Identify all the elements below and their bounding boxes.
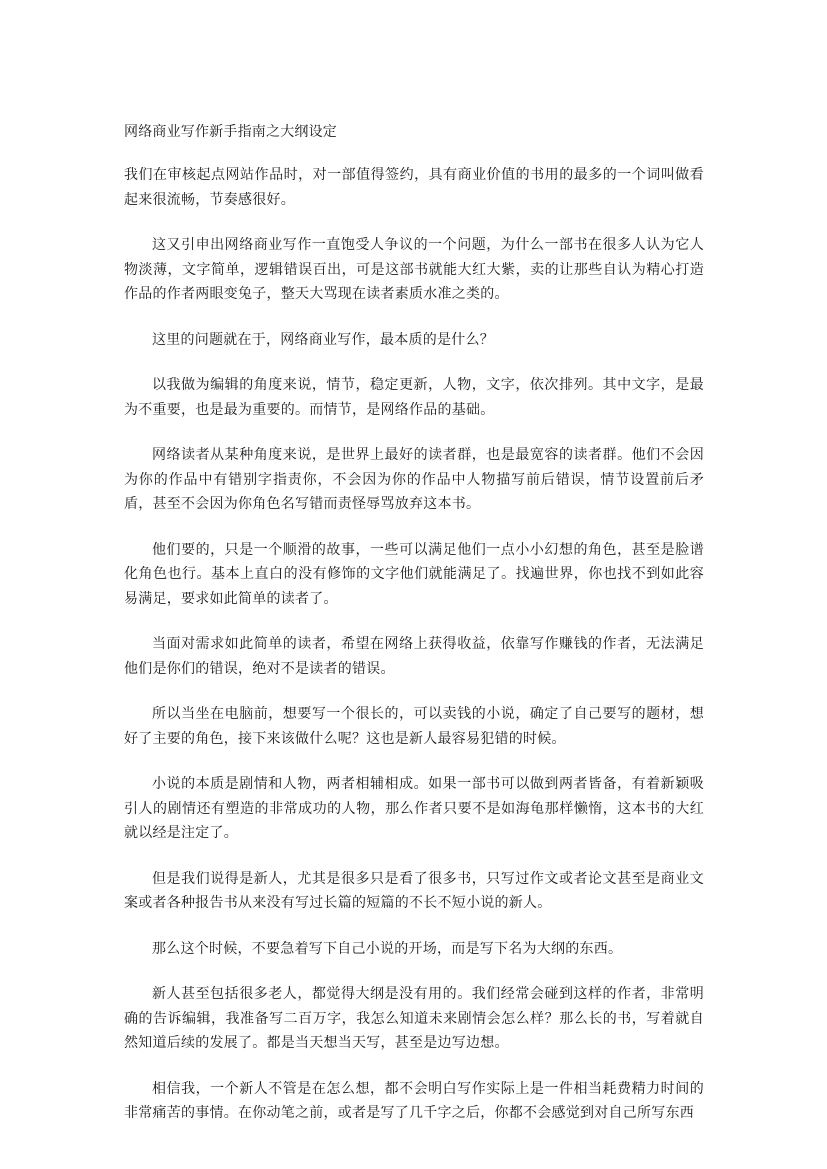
paragraph-3: 这里的问题就在于，网络商业写作，最本质的是什么？	[152, 331, 494, 348]
paragraph-5: 网络读者从某种角度来说，是世界上最好的读者群，也是最宽容的读者群。他们不会因为你的作品中有错别字指责你，不会因为你的作品中人物描写前后错误，情节设置前后矛盾，甚至不会因为你角色名写错而责怪辱骂放弃这本书。	[124, 447, 704, 512]
document-title: 网络商业写作新手指南之大纲设定	[124, 124, 337, 140]
paragraph-8: 所以当坐在电脑前，想要写一个很长的，可以卖钱的小说，确定了自己要写的题材，想好了主要的角色，接下来该做什么呢？这也是新人最容易犯错的时候。	[124, 706, 704, 747]
document-body	[124, 163, 704, 1126]
paragraph-2: 这又引申出网络商业写作一直饱受人争议的一个问题，为什么一部书在很多人认为它人物淡薄，文字简单，逻辑错误百出，可是这部书就能大红大紫，卖的让那些自认为精心打造作品的作者两眼变兔子，整天大骂现在读者素质水准之类的。	[124, 237, 704, 302]
paragraph-4: 以我做为编辑的角度来说，情节，稳定更新，人物，文字，依次排列。其中文字，是最为不重要，也是最为重要的。而情节，是网络作品的基础。	[124, 377, 704, 418]
paragraph-9: 小说的本质是剧情和人物，两者相辅相成。如果一部书可以做到两者皆备，有着新颖吸引人的剧情还有塑造的非常成功的人物，那么作者只要不是如海龟那样懒惰，这本书的大红就以经是注定了。	[124, 776, 704, 841]
paragraph-12: 新人甚至包括很多老人，都觉得大纲是没有用的。我们经常会碰到这样的作者，非常明确的告诉编辑，我准备写二百万字，我怎么知道未来剧情会怎么样？那么长的书，写着就自然知道后续的发展了。都是当天想当天写，甚至是边写边想。	[124, 986, 704, 1051]
paragraph-6: 他们要的，只是一个顺滑的故事，一些可以满足他们一点小小幻想的角色，甚至是脸谱化角色也行。基本上直白的没有修饰的文字他们就能满足了。找遍世界，你也找不到如此容易满足，要求如此简单的读者了。	[124, 541, 704, 607]
paragraph-1: 我们在审核起点网站作品时，对一部值得签约，具有商业价值的书用的最多的一个词叫做看起来很流畅，节奏感很好。	[124, 167, 704, 208]
document-page	[124, 121, 704, 1147]
paragraph-11: 那么这个时候，不要急着写下自己小说的开场，而是写下名为大纲的东西。	[152, 940, 623, 957]
paragraph-10: 但是我们说得是新人，尤其是很多只是看了很多书，只写过作文或者论文甚至是商业文案或者各种报告书从来没有写过长篇的短篇的不长不短小说的新人。	[124, 870, 704, 911]
paragraph-7: 当面对需求如此简单的读者，希望在网络上获得收益，依靠写作赚钱的作者，无法满足他们是你们的错误，绝对不是读者的错误。	[124, 636, 704, 677]
paragraph-13: 相信我，一个新人不管是在怎么想，都不会明白写作实际上是一件相当耗费精力时间的非常痛苦的事情。在你动笔之前，或者是写了几千字之后，你都不会感觉到对自己所写东西	[124, 1080, 704, 1121]
